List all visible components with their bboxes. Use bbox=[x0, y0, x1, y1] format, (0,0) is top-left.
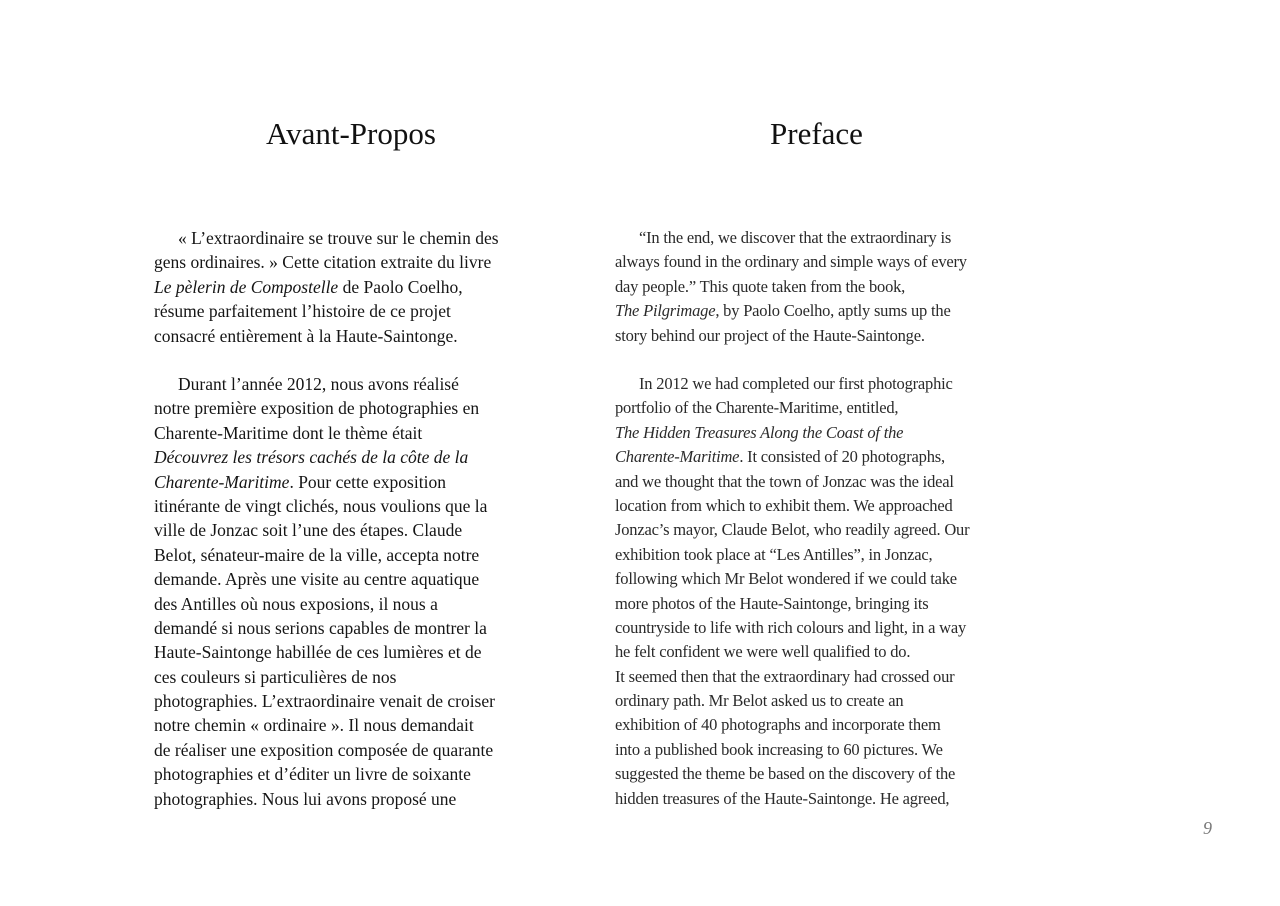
text-line: des Antilles où nous exposions, il nous a bbox=[154, 593, 438, 614]
text-line bbox=[154, 275, 499, 299]
text-line: day people.” This quote taken from the book, bbox=[615, 276, 906, 296]
english-paragraph-1 bbox=[615, 226, 967, 348]
text-line: ces couleurs si particulières de nos bbox=[154, 666, 397, 687]
text-line: photographies. L’extraordinaire venait de croiser bbox=[154, 691, 495, 712]
text-line: “In the end, we discover that the extraordinary is bbox=[639, 228, 952, 247]
text-fragment: , by Paolo Coelho, aptly sums up the bbox=[715, 301, 951, 321]
text-line bbox=[615, 445, 969, 469]
text-line: notre première exposition de photographies en bbox=[154, 398, 480, 419]
book-title-italic: The Pilgrimage bbox=[615, 301, 716, 321]
text-fragment: de Paolo Coelho, bbox=[338, 276, 463, 297]
text-line: gens ordinaires. » Cette citation extraite du livre bbox=[154, 252, 492, 273]
text-line: demande. Après une visite au centre aquatique bbox=[154, 569, 480, 590]
text-line bbox=[154, 470, 495, 494]
text-line: « L’extraordinaire se trouve sur le chemin des bbox=[178, 228, 499, 248]
text-fragment: . Pour cette exposition bbox=[289, 471, 446, 492]
text-line: countryside to life with rich colours and light, in a way bbox=[615, 617, 967, 637]
text-line: photographies et d’éditer un livre de soixante bbox=[154, 764, 471, 785]
text-line bbox=[615, 299, 967, 323]
text-line: always found in the ordinary and simple ways of every bbox=[615, 252, 967, 272]
text-line: consacré entièrement à la Haute-Saintonge. bbox=[154, 325, 458, 346]
exhibition-title-italic: Découvrez les trésors cachés de la côte de la bbox=[154, 447, 469, 468]
text-line: ordinary path. Mr Belot asked us to create an bbox=[615, 691, 904, 711]
french-paragraph-2 bbox=[154, 372, 495, 811]
portfolio-title-italic: Charente-Maritime bbox=[615, 447, 740, 467]
text-line: demandé si nous serions capables de montrer la bbox=[154, 617, 487, 638]
exhibition-title-italic: Charente-Maritime bbox=[154, 471, 290, 492]
text-line: Haute-Saintonge habillée de ces lumières et de bbox=[154, 642, 482, 663]
text-line: following which Mr Belot wondered if we could take bbox=[615, 569, 957, 589]
text-line: ville de Jonzac soit l’une des étapes. Claude bbox=[154, 520, 463, 541]
text-line: exhibition took place at “Les Antilles”, in Jonzac, bbox=[615, 544, 933, 564]
text-line: more photos of the Haute-Saintonge, bringing its bbox=[615, 593, 929, 613]
french-paragraph-1 bbox=[154, 226, 499, 348]
english-paragraph-2 bbox=[615, 372, 969, 811]
text-line: de réaliser une exposition composée de quarante bbox=[154, 739, 494, 760]
portfolio-title-italic: The Hidden Treasures Along the Coast of the bbox=[615, 422, 904, 442]
text-line: Belot, sénateur-maire de la ville, accepta notre bbox=[154, 544, 480, 565]
text-line: Charente-Maritime dont le thème était bbox=[154, 422, 423, 443]
heading-avant-propos: Avant-Propos bbox=[266, 116, 436, 151]
text-line: portfolio of the Charente-Maritime, entitled, bbox=[615, 398, 899, 418]
text-line: location from which to exhibit them. We approached bbox=[615, 495, 953, 515]
text-line: photographies. Nous lui avons proposé une bbox=[154, 788, 457, 809]
text-line: itinérante de vingt clichés, nous voulions que la bbox=[154, 495, 488, 516]
text-line: notre chemin « ordinaire ». Il nous demandait bbox=[154, 715, 474, 736]
text-line: In 2012 we had completed our first photographic bbox=[639, 374, 953, 393]
text-line: hidden treasures of the Haute-Saintonge. He agreed, bbox=[615, 788, 950, 808]
text-line: exhibition of 40 photographs and incorporate them bbox=[615, 715, 941, 735]
text-line: and we thought that the town of Jonzac was the ideal bbox=[615, 471, 954, 491]
text-line: story behind our project of the Haute-Saintonge. bbox=[615, 325, 925, 345]
page-number: 9 bbox=[1203, 818, 1212, 838]
text-line: résume parfaitement l’histoire de ce projet bbox=[154, 301, 451, 322]
text-line: he felt confident we were well qualified to do. bbox=[615, 642, 911, 662]
book-title-italic: Le pèlerin de Compostelle bbox=[154, 276, 339, 297]
text-line: Durant l’année 2012, nous avons réalisé bbox=[178, 374, 459, 394]
text-line: It seemed then that the extraordinary had crossed our bbox=[615, 666, 955, 686]
text-line: Jonzac’s mayor, Claude Belot, who readily agreed. Our bbox=[615, 520, 970, 540]
text-line: suggested the theme be based on the discovery of the bbox=[615, 764, 956, 784]
heading-preface: Preface bbox=[770, 116, 863, 151]
text-fragment: . It consisted of 20 photographs, bbox=[739, 447, 945, 467]
text-line: into a published book increasing to 60 pictures. We bbox=[615, 739, 943, 759]
